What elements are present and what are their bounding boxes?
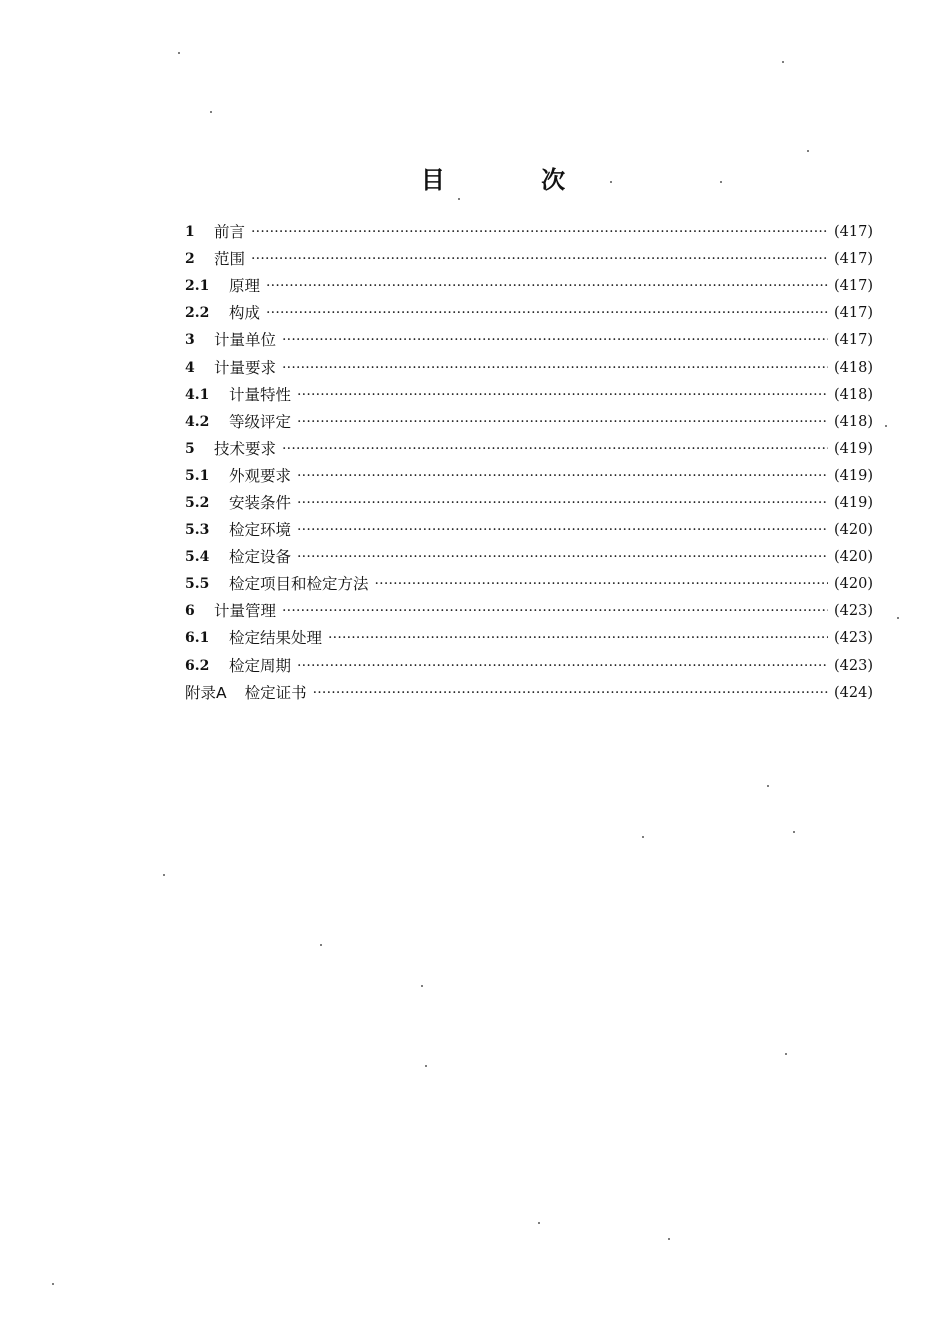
toc-label: 等级评定: [229, 412, 292, 431]
dot-leader: [297, 653, 828, 680]
toc-number: 6: [185, 603, 195, 620]
toc-entry[interactable]: [185, 653, 873, 680]
scan-speck: [793, 831, 795, 833]
toc-entry[interactable]: [185, 571, 873, 598]
toc-entry[interactable]: [185, 598, 873, 625]
toc-page-number: (418): [834, 359, 873, 376]
toc-page-number: (417): [834, 305, 873, 322]
toc-page-number: (420): [834, 522, 873, 539]
toc-number: 6.1: [185, 630, 210, 647]
toc-label: 计量要求: [214, 358, 277, 377]
toc-number: 5.3: [185, 522, 210, 539]
toc-entry[interactable]: [185, 436, 873, 463]
toc-label: 检定设备: [229, 548, 292, 567]
dot-leader: [375, 571, 828, 598]
scan-speck: [668, 1238, 670, 1240]
scan-speck: [767, 785, 769, 787]
toc-number: 2: [185, 251, 195, 268]
toc-label: 前言: [214, 223, 246, 242]
dot-leader: [297, 382, 828, 409]
toc-label: 计量管理: [214, 602, 277, 621]
scan-speck: [642, 836, 644, 838]
dot-leader: [251, 246, 828, 273]
scan-speck: [320, 944, 322, 946]
toc-label: 原理: [229, 277, 261, 296]
scan-speck: [538, 1222, 540, 1224]
toc-entry[interactable]: [185, 544, 873, 571]
toc-page-number: (418): [834, 386, 873, 403]
toc-page-number: (417): [834, 224, 873, 241]
toc-page-number: (418): [834, 413, 873, 430]
scan-speck: [807, 150, 809, 152]
toc-page-number: (420): [834, 576, 873, 593]
toc-number: 6.2: [185, 657, 210, 674]
dot-leader: [297, 544, 828, 571]
scan-speck: [421, 985, 423, 987]
toc-number: 4: [185, 359, 195, 376]
toc-label: 检定项目和检定方法: [229, 575, 369, 594]
scan-speck: [720, 181, 722, 183]
toc-label: 外观要求: [229, 466, 292, 485]
scan-speck: [178, 52, 180, 54]
toc-entry[interactable]: [185, 463, 873, 490]
toc-number: 5.4: [185, 549, 210, 566]
dot-leader: [251, 219, 828, 246]
toc-page-number: (419): [834, 494, 873, 511]
toc-entry[interactable]: [185, 219, 873, 246]
toc-label: 检定环境: [229, 521, 292, 540]
toc-label: 计量特性: [229, 385, 292, 404]
toc-page-number: (424): [834, 684, 873, 701]
scan-speck: [425, 1065, 427, 1067]
toc-page-number: (423): [834, 603, 873, 620]
dot-leader: [313, 680, 828, 707]
scan-speck: [782, 61, 784, 63]
toc-label: 构成: [229, 304, 261, 323]
toc-label: 检定证书: [244, 683, 307, 702]
toc-page-number: (417): [834, 332, 873, 349]
toc-label: 检定周期: [229, 656, 292, 675]
dot-leader: [297, 517, 828, 544]
dot-leader: [297, 463, 828, 490]
toc-entry[interactable]: [185, 300, 873, 327]
toc-label: 安装条件: [229, 493, 292, 512]
dot-leader: [282, 598, 828, 625]
toc-entry[interactable]: [185, 625, 873, 652]
toc-number: 5.2: [185, 494, 210, 511]
scan-speck: [458, 198, 460, 200]
toc-label: 检定结果处理: [229, 629, 323, 648]
scan-speck: [897, 617, 899, 619]
toc-entry[interactable]: [185, 327, 873, 354]
dot-leader: [282, 355, 828, 382]
toc-number: 附录A: [185, 683, 227, 702]
toc-entry[interactable]: [185, 273, 873, 300]
dot-leader: [282, 327, 828, 354]
scan-speck: [885, 425, 887, 427]
dot-leader: [282, 436, 828, 463]
toc-number: 5.5: [185, 576, 210, 593]
scan-speck: [610, 181, 612, 183]
toc-number: 5.1: [185, 467, 210, 484]
toc-number: 3: [185, 332, 195, 349]
toc-page-number: (417): [834, 278, 873, 295]
toc-entry[interactable]: [185, 409, 873, 436]
toc-number: 4.2: [185, 413, 210, 430]
toc-number: 1: [185, 224, 195, 241]
toc-page-number: (423): [834, 657, 873, 674]
scan-speck: [52, 1283, 54, 1285]
toc-label: 技术要求: [214, 439, 277, 458]
toc-label: 计量单位: [214, 331, 277, 350]
dot-leader: [297, 409, 828, 436]
toc-page-number: (419): [834, 467, 873, 484]
toc-entry[interactable]: [185, 246, 873, 273]
table-of-contents: [185, 219, 873, 707]
toc-page-number: (419): [834, 440, 873, 457]
toc-page-number: (420): [834, 549, 873, 566]
scan-speck: [785, 1053, 787, 1055]
toc-number: 2.1: [185, 278, 210, 295]
toc-number: 2.2: [185, 305, 210, 322]
toc-page-number: (423): [834, 630, 873, 647]
dot-leader: [266, 300, 828, 327]
toc-entry[interactable]: [185, 382, 873, 409]
toc-label: 范围: [214, 250, 246, 269]
toc-number: 4.1: [185, 386, 210, 403]
dot-leader: [297, 490, 828, 517]
dot-leader: [266, 273, 828, 300]
toc-entry[interactable]: [185, 517, 873, 544]
toc-entry[interactable]: [185, 490, 873, 517]
dot-leader: [328, 625, 828, 652]
toc-entry[interactable]: [185, 680, 873, 707]
scan-speck: [210, 111, 212, 113]
toc-entry[interactable]: [185, 354, 873, 381]
toc-number: 5: [185, 440, 195, 457]
page-title: 目 次: [420, 166, 610, 194]
toc-page-number: (417): [834, 251, 873, 268]
scan-speck: [163, 874, 165, 876]
